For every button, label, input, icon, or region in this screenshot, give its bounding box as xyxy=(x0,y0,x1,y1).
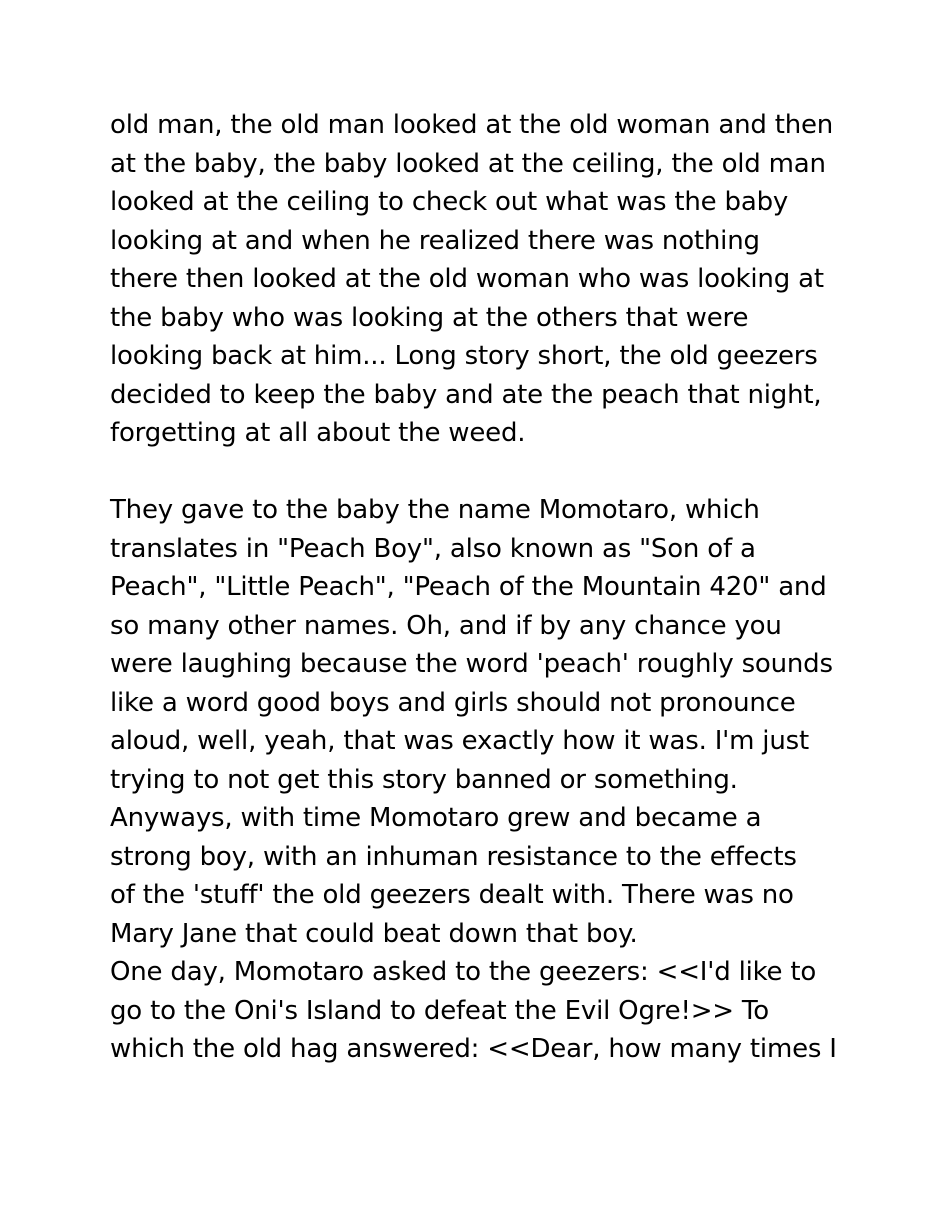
text-line: at the baby, the baby looked at the ceiling, the old man xyxy=(110,148,826,179)
text-line: forgetting at all about the weed. xyxy=(110,418,526,448)
text-line: trying to not get this story banned or something. xyxy=(110,764,738,795)
text-line: go to the Oni's Island to defeat the Evil Ogre!>> To xyxy=(110,995,769,1026)
text-line: which the old hag answered: <<Dear, how many times I xyxy=(110,1034,837,1064)
text-line: so many other names. Oh, and if by any chance you xyxy=(110,610,782,641)
text-line: translates in "Peach Boy", also known as "Son of a xyxy=(110,533,756,564)
text-line: Anyways, with time Momotaro grew and became a xyxy=(110,803,762,833)
text-line: decided to keep the baby and ate the peach that night, xyxy=(110,379,822,410)
text-line: Mary Jane that could beat down that boy. xyxy=(110,918,638,949)
story-paragraph xyxy=(110,106,900,453)
text-line: looking back at him... Long story short, the old geezers xyxy=(110,341,818,371)
story-text-block xyxy=(110,106,900,1069)
text-line: aloud, well, yeah, that was exactly how it was. I'm just xyxy=(110,726,809,756)
text-line: like a word good boys and girls should not pronounce xyxy=(110,687,796,718)
text-line: there then looked at the old woman who was looking at xyxy=(110,264,824,294)
text-line: They gave to the baby the name Momotaro, which xyxy=(110,495,760,525)
text-line: looked at the ceiling to check out what was the baby xyxy=(110,187,789,217)
text-line: old man, the old man looked at the old woman and then xyxy=(110,110,834,140)
text-line: looking at and when he realized there was nothing xyxy=(110,225,760,256)
text-line: the baby who was looking at the others that were xyxy=(110,302,749,333)
text-line: Peach", "Little Peach", "Peach of the Mountain 420" and xyxy=(110,572,827,602)
text-line: were laughing because the word 'peach' roughly sounds xyxy=(110,649,833,679)
text-line: strong boy, with an inhuman resistance to the effects xyxy=(110,841,797,872)
text-line: One day, Momotaro asked to the geezers: <<I'd like to xyxy=(110,957,817,987)
story-paragraph xyxy=(110,491,900,1069)
text-line: of the 'stuff' the old geezers dealt with. There was no xyxy=(110,880,794,910)
